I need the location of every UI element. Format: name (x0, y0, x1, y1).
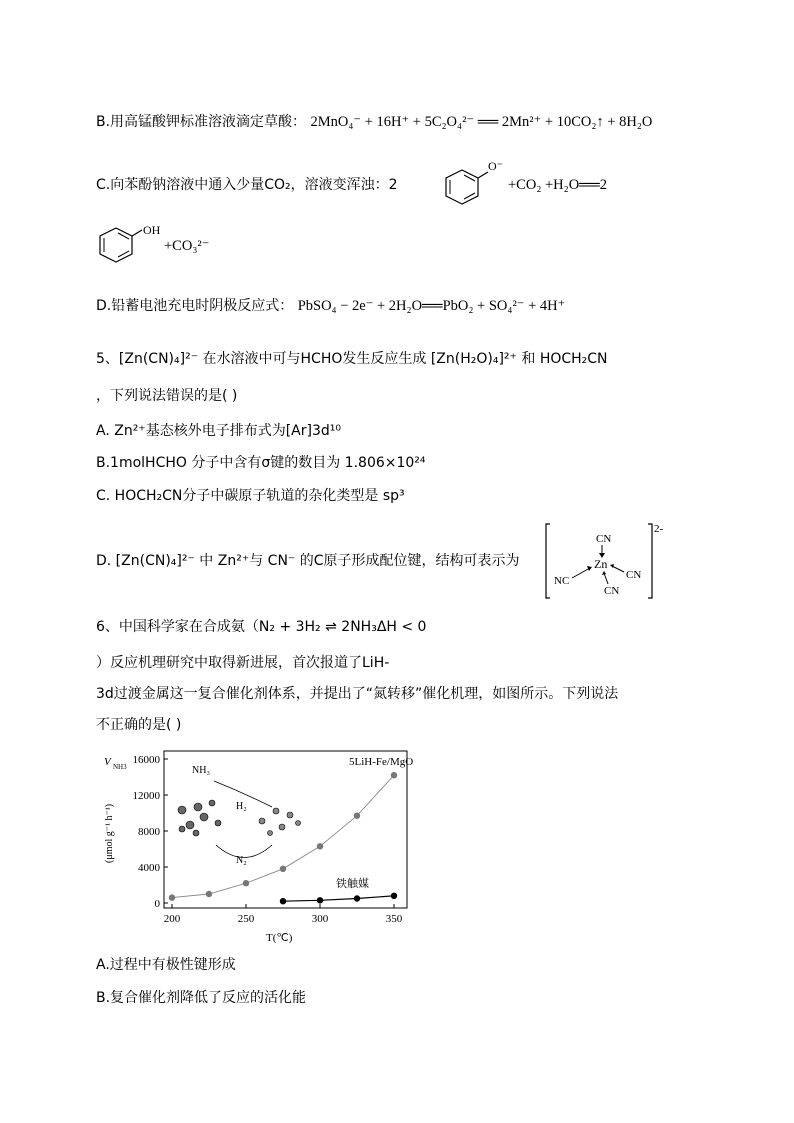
option-c-product: +CO₃²⁻ (164, 238, 210, 254)
nh3-rate-chart (94, 745, 414, 945)
q6-stem-3: 3d过渡金属这一复合催化剂体系，并提出了“氮转移”催化机理，如图所示。下列说法 (96, 686, 619, 702)
option-d (96, 296, 565, 316)
series-1-point (317, 843, 323, 849)
complex-charge: 2- (654, 523, 664, 535)
y-tick-label: 4000 (138, 862, 160, 874)
q5-option-a: A. Zn²⁺基态核外电子排布式为[Ar]3d¹⁰ (96, 423, 341, 439)
option-b-equation: 2MnO₄⁻ + 16H⁺ + 5C₂O₄²⁻ ══ 2Mn²⁺ + 10CO₂↑ + 8H₂O (310, 114, 653, 130)
y-tick-label: 0 (154, 898, 160, 910)
zn-center: Zn (594, 557, 608, 571)
series-2-label: 铁触媒 (336, 878, 369, 890)
series-1-label: 5LiH-Fe/MgO (349, 756, 414, 768)
q5-option-c: C. HOCH₂CN分子中碳原子轨道的杂化类型是 sp³ (96, 488, 405, 504)
y-tick-label: 12000 (132, 790, 160, 802)
y-tick-label: 16000 (132, 754, 160, 766)
zn-complex-structure (544, 520, 664, 602)
y-axis-label-sub: NH3 (113, 763, 127, 771)
x-tick-label: 350 (385, 913, 403, 925)
x-tick-label: 200 (163, 913, 181, 925)
option-d-equation: PbSO₄ − 2e⁻ + 2H₂O══PbO₂ + SO₄²⁻ + 4H⁺ (297, 298, 566, 314)
series-1-point (243, 880, 249, 886)
series-2-point (354, 895, 360, 901)
option-c-rhs: +CO₂ +H₂O══2 (508, 177, 607, 193)
series-2-point (317, 897, 323, 903)
series-2-point (391, 893, 397, 899)
phenol-structure (94, 222, 164, 272)
series-1-point (206, 891, 212, 897)
option-c (96, 175, 398, 195)
phenoxide-structure (440, 159, 503, 212)
mechanism-inset (178, 765, 301, 866)
phenol-label: OH (143, 223, 161, 237)
inset-n2: N₂ (236, 855, 247, 866)
series-line-2 (283, 896, 394, 901)
y-axis-label-top: V (104, 756, 111, 768)
x-tick-label: 250 (237, 913, 255, 925)
ligand-right: CN (626, 569, 642, 581)
option-b-text: B.用高锰酸钾标准溶液滴定草酸： (96, 114, 307, 130)
option-d-text: D.铅蓄电池充电时阴极反应式： (96, 298, 294, 314)
series-2-point (280, 898, 286, 904)
y-axis-label: (μmol g⁻¹ h⁻¹) (104, 803, 115, 863)
q6-stem-4: 不正确的是( ) (96, 717, 182, 733)
inset-h2: H₂ (236, 801, 247, 812)
series-1-point (391, 772, 397, 778)
x-axis-label: T(℃) (266, 932, 293, 944)
q5-option-d: D. [Zn(CN)₄]²⁻ 中 Zn²⁺与 CN⁻ 的C原子形成配位键，结构可表示为 (96, 553, 520, 569)
inset-nh3: NH₃ (192, 765, 210, 776)
option-b (96, 112, 652, 132)
series-1-point (280, 866, 286, 872)
series-1-point (169, 894, 175, 900)
q5-stem: 5、[Zn(CN)₄]²⁻ 在水溶液中可与HCHO发生反应生成 [Zn(H₂O)₄]²⁺ 和 HOCH₂CN (96, 351, 608, 367)
series-1-point (354, 813, 360, 819)
x-tick-label: 300 (311, 913, 329, 925)
q5-option-b: B.1molHCHO 分子中含有σ键的数目为 1.806×10²⁴ (96, 455, 426, 471)
ligand-left: NC (554, 575, 570, 587)
q6-stem: 6、中国科学家在合成氨（N₂ + 3H₂ ⇌ 2NH₃ΔH < 0 (96, 619, 427, 635)
y-tick-label: 8000 (138, 826, 160, 838)
ligand-bottom: CN (604, 585, 620, 597)
q6-stem-2: ）反应机理研究中取得新进展，首次报道了LiH- (96, 655, 390, 671)
q6-option-b: B.复合催化剂降低了反应的活化能 (96, 990, 307, 1006)
phenoxide-label: O⁻ (488, 159, 503, 173)
q6-option-a: A.过程中有极性键形成 (96, 957, 236, 973)
ligand-top: CN (596, 533, 612, 545)
q5-stem-2: ，下列说法错误的是( ) (96, 388, 238, 404)
option-c-text: C.向苯酚钠溶液中通入少量CO₂，溶液变浑浊：2 (96, 177, 398, 193)
